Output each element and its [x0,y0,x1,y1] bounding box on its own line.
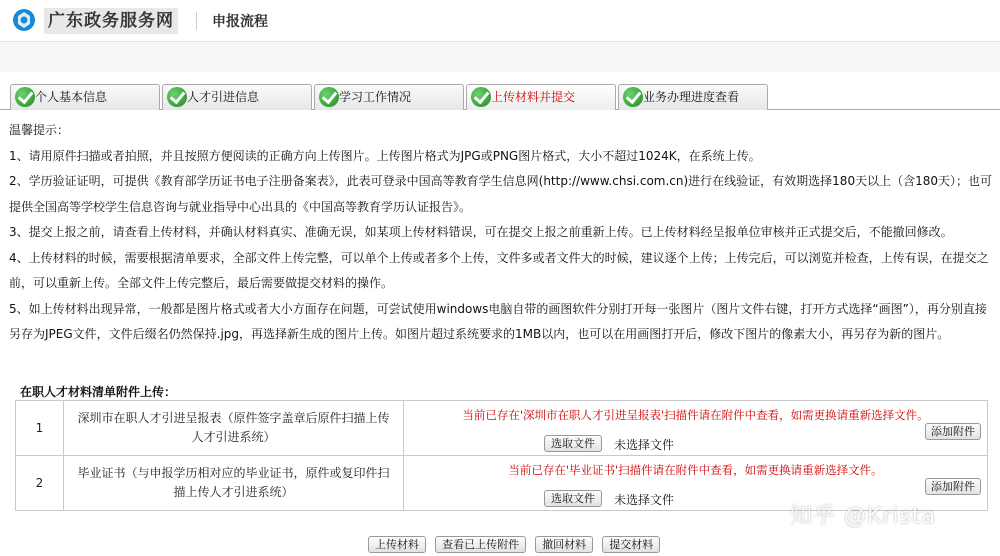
existing-file-warning: 当前已存在'毕业证书'扫描件请在附件中查看，如需更换请重新选择文件。 [508,463,883,477]
tab-label: 上传材料并提交 [491,90,576,104]
notice-item: 3、提交上报之前，请查看上传材料，并确认材料真实、准确无误，如某项上传材料错误，可在提交上报之前重新上传。已上传材料经呈报单位审核并正式提交后，不能撤回修改。 [9,225,953,239]
view-uploaded-button[interactable]: 查看已上传附件 [435,536,526,553]
existing-file-warning: 当前已存在'深圳市在职人才引进呈报表'扫描件请在附件中查看，如需更换请重新选择文件。 [462,408,929,422]
file-status: 未选择文件 [614,438,675,452]
upload-materials-button[interactable]: 上传材料 [368,536,426,553]
notice-title: 温馨提示： [9,123,70,137]
check-icon [167,87,187,107]
withdraw-button[interactable]: 撤回材料 [535,536,593,553]
tab-label: 业务办理进度查看 [643,90,740,104]
choose-file-button[interactable]: 选取文件 [544,435,602,452]
check-icon [15,87,35,107]
tab-progress[interactable] [618,84,768,110]
choose-file-button[interactable]: 选取文件 [544,490,602,507]
check-icon [623,87,643,107]
upload-cell [404,401,988,456]
tab-label: 人才引进信息 [187,90,260,104]
row-number: 1 [16,401,64,456]
page-title: 申报流程 [212,14,268,30]
row-number: 2 [16,456,64,511]
header-band [0,42,1000,72]
row-description: 深圳市在职人才引进呈报表（原件签字盖章后原件扫描上传人才引进系统） [64,401,404,456]
tab-study-work[interactable] [314,84,464,110]
notice-item: 2、学历验证证明，可提供《教育部学历证书电子注册备案表》，此表可登录中国高等教育学生信息网(http://www.chsi.com.cn)进行在线验证，有效期选择180天以上（含180天）；也可提供全国高等学校学生信息咨询与就业指导中心出具的《中国高等教育学历认证报告》。 [9,174,992,214]
tab-label: 学习工作情况 [339,90,412,104]
check-icon [319,87,339,107]
attachments-table [15,400,988,511]
file-status: 未选择文件 [614,493,675,507]
submit-button[interactable]: 提交材料 [602,536,660,553]
step-tabs [0,82,1000,110]
add-attachment-button[interactable]: 添加附件 [925,478,981,495]
tab-label: 个人基本信息 [35,90,108,104]
tab-personal-info[interactable] [10,84,160,110]
row-description: 毕业证书（与申报学历相对应的毕业证书，原件或复印件扫描上传人才引进系统） [64,456,404,511]
tab-talent-info[interactable] [162,84,312,110]
action-bar [368,533,664,551]
header-divider [196,12,197,30]
add-attachment-button[interactable]: 添加附件 [925,423,981,440]
site-name[interactable]: 广东政务服务网 [44,8,178,34]
attachments-title: 在职人才材料清单附件上传： [20,385,177,399]
check-icon [471,87,491,107]
watermark: 知乎 @Krista [790,504,937,529]
notice-item: 5、如上传材料出现异常，一般都是图片格式或者大小方面存在问题，可尝试使用windows电脑自带的画图软件分别打开每一张图片（图片文件右键，打开方式选择“画图”），再分别直接另存为JPEG文件，文件后缀名仍然保持.jpg，再选择新生成的图片上传。如图片超过系统要求的1MB以内，也可以在用画图打开后，修改下图片的像素大小，再另存为新的图片。 [9,301,987,341]
top-header [0,0,1000,42]
notice-section [9,118,994,348]
site-logo-icon [12,8,36,32]
notice-item: 4、上传材料的时候，需要根据清单要求，全部文件上传完整，可以单个上传或者多个上传，文件多或者文件大的时候，建议逐个上传；上传完后，可以浏览并检查，上传有误，在提交之前，可以重新上传。全部文件上传完整后，最后需要做提交材料的操作。 [9,250,989,290]
tab-upload-submit[interactable] [466,84,616,110]
notice-item: 1、请用原件扫描或者拍照，并且按照方便阅读的正确方向上传图片。上传图片格式为JPG或PNG图片格式，大小不超过1024K，在系统上传。 [9,148,761,163]
table-row [16,401,988,456]
